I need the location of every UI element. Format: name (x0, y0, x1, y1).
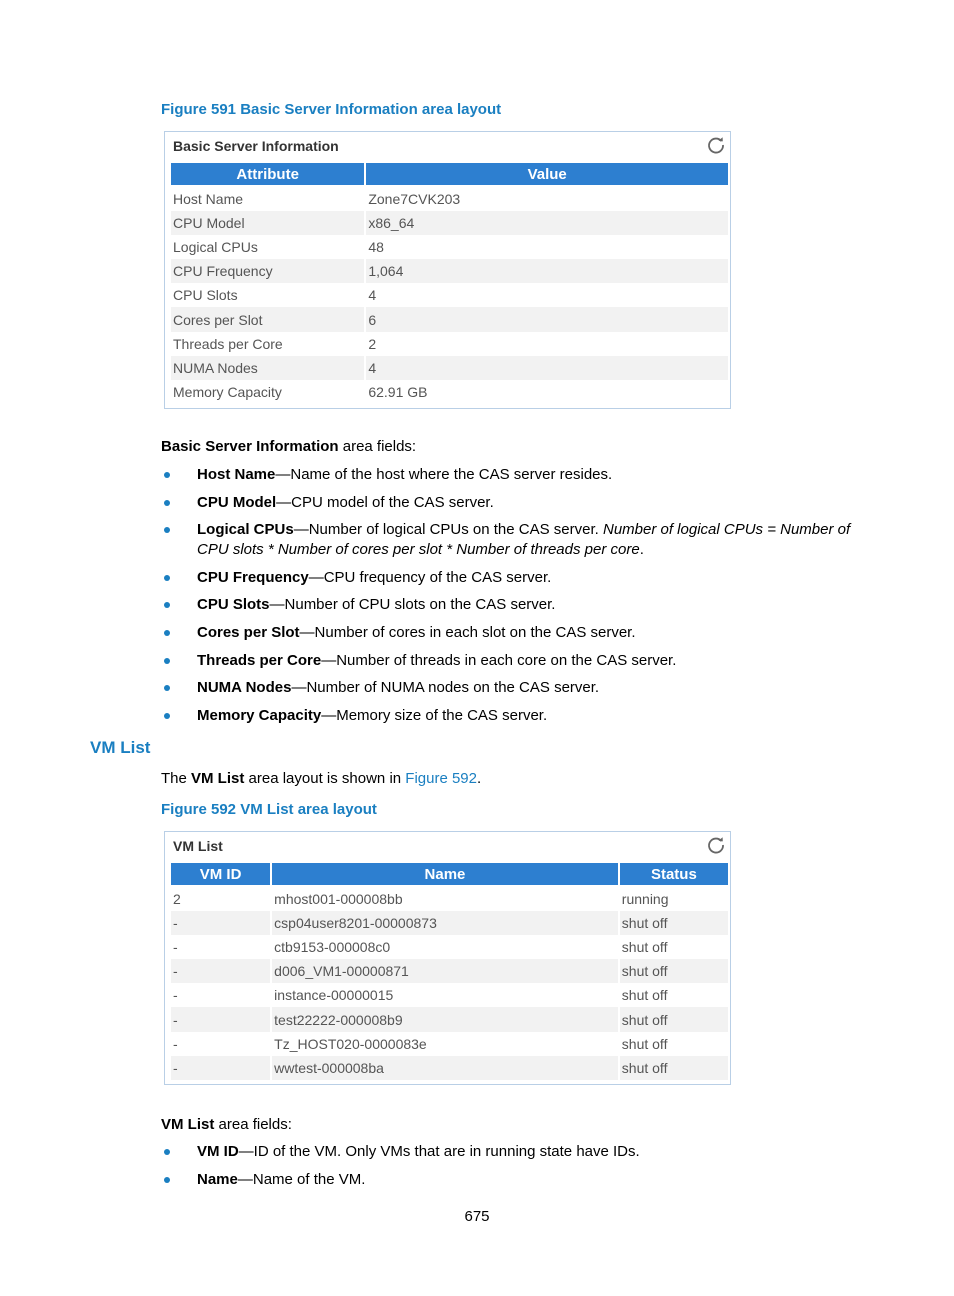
list-item (161, 520, 871, 560)
list-item (161, 595, 871, 615)
table-cell: shut off (621, 939, 668, 956)
table-row (171, 1032, 728, 1056)
field-description: —Name of the host where the CAS server resides. (275, 466, 613, 483)
table-row (171, 887, 728, 911)
table-cell: Cores per Slot (171, 307, 364, 331)
field-description-end: . (639, 541, 644, 559)
table-cell: shut off (621, 1035, 668, 1052)
table-cell: Zone7CVK203 (368, 191, 461, 208)
bullet-icon (164, 527, 170, 533)
figure-591-caption: Figure 591 Basic Server Information area layout (161, 101, 502, 118)
table-row (171, 259, 728, 283)
column-header: VM ID (171, 863, 270, 887)
bullet-icon (164, 1177, 170, 1183)
table-cell: CPU Slots (173, 287, 238, 304)
table-row (171, 1007, 728, 1031)
bullet-icon (164, 658, 170, 664)
table-cell: Host Name (173, 191, 244, 208)
bullet-icon (164, 575, 170, 581)
page-number: 675 (464, 1208, 490, 1225)
bullet-icon (164, 500, 170, 506)
table-cell: CPU Frequency (171, 259, 364, 283)
table-row (171, 935, 728, 959)
field-term: NUMA Nodes (197, 679, 292, 697)
field-term: Name (197, 1170, 238, 1188)
table-row (171, 332, 728, 356)
list-item (161, 706, 871, 726)
table-cell: - (173, 1035, 178, 1052)
column-header: Attribute (171, 163, 364, 187)
bullet-icon (164, 685, 170, 691)
table-cell: - (173, 987, 178, 1004)
table-cell: - (171, 911, 270, 935)
vm-list-intro: The VM List area layout is shown in Figure 592. (161, 770, 482, 787)
list-item (161, 651, 871, 671)
list-item (161, 465, 871, 485)
field-term: Threads per Core (197, 651, 322, 669)
table-cell: CPU Model (171, 211, 364, 235)
panel-title: Basic Server Information (173, 138, 339, 154)
table-row (171, 187, 728, 211)
table-cell: wwtest-000008ba (272, 1056, 618, 1080)
table-cell: - (173, 939, 178, 956)
vm-list-panel (164, 831, 731, 1085)
list-item (161, 678, 871, 698)
list-item (161, 568, 871, 588)
table-cell: Threads per Core (173, 335, 283, 352)
table-cell: instance-00000015 (274, 987, 394, 1004)
refresh-icon[interactable] (706, 835, 726, 855)
table-cell: - (171, 959, 270, 983)
list-item (161, 1170, 871, 1190)
table-row (171, 911, 728, 935)
figure-592-link[interactable]: Figure 592 (405, 770, 477, 787)
bullet-icon (164, 630, 170, 636)
field-description: —Memory size of the CAS server. (321, 706, 548, 724)
table-cell: shut off (621, 987, 668, 1004)
bullet-icon (164, 1149, 170, 1155)
field-term: Logical CPUs (197, 521, 294, 539)
field-description: —CPU model of the CAS server. (276, 493, 494, 511)
table-cell: NUMA Nodes (171, 356, 364, 380)
field-description: —Number of cores in each slot on the CAS server. (299, 623, 636, 641)
table-row (171, 380, 728, 404)
column-header: Status (620, 863, 728, 887)
field-description: —Number of logical CPUs on the CAS server. (293, 521, 603, 539)
field-term: CPU Frequency (197, 568, 309, 586)
bullet-icon (164, 472, 170, 478)
list-item (161, 623, 871, 643)
bullet-icon (164, 602, 170, 608)
table-cell: 2 (368, 335, 377, 352)
basic-server-info-table (169, 163, 730, 404)
refresh-icon[interactable] (706, 135, 726, 155)
panel-title: VM List (173, 838, 223, 854)
table-row (171, 1056, 728, 1080)
basic-fields-intro: Basic Server Information area fields: (161, 438, 417, 455)
table-cell: running (621, 891, 669, 908)
table-cell: 62.91 GB (368, 383, 428, 400)
table-cell: shut off (620, 911, 728, 935)
field-term: VM ID (197, 1143, 239, 1160)
table-cell: Logical CPUs (173, 239, 258, 256)
table-cell: 4 (366, 356, 728, 380)
column-header: Value (366, 163, 728, 187)
figure-592-caption: Figure 592 VM List area layout (161, 801, 377, 818)
field-term: CPU Slots (197, 596, 270, 614)
field-term: Memory Capacity (197, 706, 322, 724)
table-cell: - (171, 1007, 270, 1031)
table-cell: Memory Capacity (173, 383, 282, 400)
table-cell: 48 (368, 239, 384, 256)
section-heading-vm-list: VM List (90, 738, 151, 757)
field-term: Host Name (197, 466, 276, 483)
field-description: —Number of NUMA nodes on the CAS server. (291, 679, 600, 697)
field-description: —Number of CPU slots on the CAS server. (269, 596, 556, 614)
bullet-icon (164, 713, 170, 719)
table-cell: Tz_HOST020-0000083e (274, 1035, 427, 1052)
table-row (171, 211, 728, 235)
basic-server-information-panel (164, 131, 731, 409)
table-cell: - (171, 1056, 270, 1080)
table-row (171, 235, 728, 259)
vm-list-table (169, 863, 730, 1080)
table-cell: test22222-000008b9 (272, 1007, 618, 1031)
vm-fields-list (161, 1142, 871, 1190)
basic-fields-list (161, 465, 871, 726)
table-cell: shut off (620, 959, 728, 983)
list-item (161, 1142, 871, 1162)
table-cell: ctb9153-000008c0 (274, 939, 391, 956)
field-description: —CPU frequency of the CAS server. (308, 568, 552, 586)
table-cell: 6 (366, 307, 728, 331)
table-row (171, 356, 728, 380)
field-description: —Name of the VM. (237, 1170, 366, 1188)
field-term: CPU Model (197, 493, 277, 511)
table-row (171, 983, 728, 1007)
table-cell: mhost001-000008bb (274, 891, 403, 908)
column-header: Name (272, 863, 618, 887)
table-cell: shut off (620, 1056, 728, 1080)
field-formula: Number of logical CPUs = Number of CPU slots * Number of cores per slot * Number of threads per core (197, 521, 851, 559)
field-description: —Number of threads in each core on the CAS server. (321, 651, 677, 669)
table-row (171, 307, 728, 331)
table-row (171, 959, 728, 983)
table-cell: d006_VM1-00000871 (272, 959, 618, 983)
field-description: —ID of the VM. Only VMs that are in running state have IDs. (238, 1143, 640, 1160)
table-cell: 2 (173, 891, 181, 908)
table-cell: shut off (620, 1007, 728, 1031)
table-cell: 4 (368, 287, 377, 304)
table-cell: x86_64 (366, 211, 728, 235)
vm-fields-intro: VM List area fields: (161, 1116, 292, 1133)
table-cell: 1,064 (366, 259, 728, 283)
table-cell: csp04user8201-00000873 (272, 911, 618, 935)
list-item (161, 493, 871, 513)
table-row (171, 283, 728, 307)
field-term: Cores per Slot (197, 623, 300, 641)
